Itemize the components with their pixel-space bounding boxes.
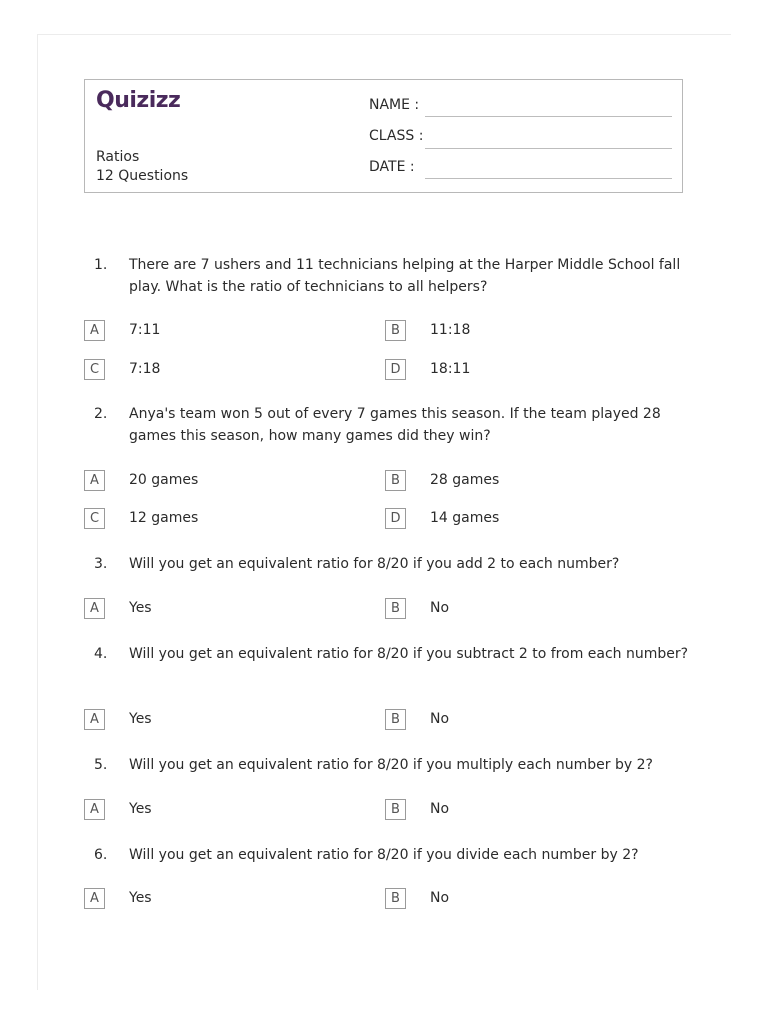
option-text: 28 games <box>430 472 500 488</box>
question-text: There are 7 ushers and 11 technicians helping at the Harper Middle School fall play. What is the ratio of technicians to all helpers? <box>129 257 681 295</box>
page-edge <box>37 34 731 35</box>
question-number: 4. <box>94 646 108 662</box>
option-text: No <box>430 600 450 616</box>
question-text: Will you get an equivalent ratio for 8/20 if you divide each number by 2? <box>129 847 639 863</box>
class-line <box>425 148 672 149</box>
option-text: 11:18 <box>430 322 471 338</box>
option-letter-box: B <box>385 709 406 730</box>
option-letter-box: A <box>84 888 105 909</box>
date-line <box>425 178 672 179</box>
question-text: Will you get an equivalent ratio for 8/20 if you multiply each number by 2? <box>129 757 653 773</box>
option-letter-box: B <box>385 320 406 341</box>
option-text: No <box>430 801 450 817</box>
option-letter-box: A <box>84 799 105 820</box>
option-text: Yes <box>129 890 152 906</box>
option-text: No <box>430 890 450 906</box>
question-number: 2. <box>94 406 108 422</box>
option-letter-box: A <box>84 320 105 341</box>
option-text: 12 games <box>129 510 199 526</box>
worksheet-title: Ratios <box>96 149 140 165</box>
option-text: 7:11 <box>129 322 161 338</box>
class-label: CLASS : <box>369 128 424 144</box>
option-text: 14 games <box>430 510 500 526</box>
option-text: Yes <box>129 711 152 727</box>
question-text: Will you get an equivalent ratio for 8/20 if you add 2 to each number? <box>129 556 620 572</box>
option-letter-box: B <box>385 598 406 619</box>
option-letter-box: D <box>385 359 406 380</box>
page-edge <box>37 34 38 990</box>
option-letter-box: C <box>84 508 105 529</box>
option-text: Yes <box>129 801 152 817</box>
option-letter-box: B <box>385 470 406 491</box>
date-label: DATE : <box>369 159 415 175</box>
option-letter-box: D <box>385 508 406 529</box>
option-letter-box: A <box>84 598 105 619</box>
option-text: 18:11 <box>430 361 471 377</box>
option-text: Yes <box>129 600 152 616</box>
option-letter-box: C <box>84 359 105 380</box>
option-letter-box: B <box>385 799 406 820</box>
name-line <box>425 116 672 117</box>
option-letter-box: A <box>84 470 105 491</box>
name-label: NAME : <box>369 97 420 113</box>
question-number: 3. <box>94 556 108 572</box>
option-text: 20 games <box>129 472 199 488</box>
question-number: 5. <box>94 757 108 773</box>
worksheet-header <box>84 79 683 193</box>
question-text: Will you get an equivalent ratio for 8/20 if you subtract 2 to from each number? <box>129 646 689 662</box>
question-number: 1. <box>94 257 108 273</box>
option-letter-box: B <box>385 888 406 909</box>
question-count: 12 Questions <box>96 168 189 184</box>
quizizz-logo: Quizizz <box>96 88 181 113</box>
question-text: Anya's team won 5 out of every 7 games this season. If the team played 28 games this season, how many games did they win? <box>129 406 661 444</box>
option-text: 7:18 <box>129 361 161 377</box>
option-text: No <box>430 711 450 727</box>
question-number: 6. <box>94 847 108 863</box>
option-letter-box: A <box>84 709 105 730</box>
